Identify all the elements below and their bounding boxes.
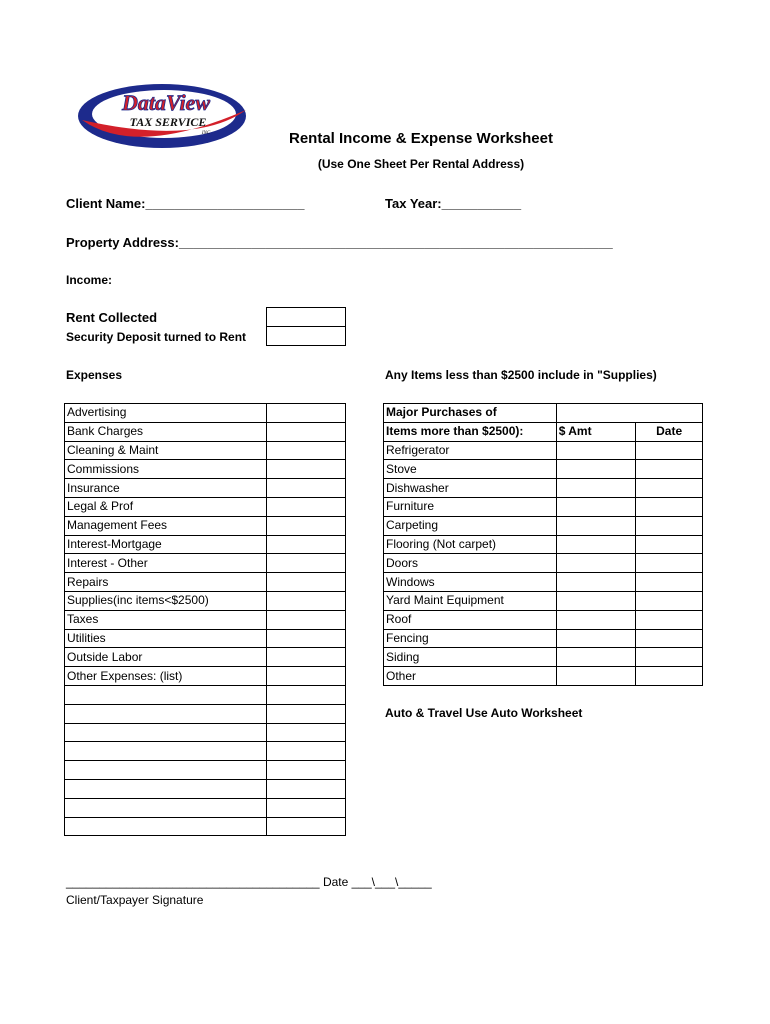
purchase-amount[interactable] <box>556 479 636 498</box>
auto-travel-note: Auto & Travel Use Auto Worksheet <box>385 706 583 720</box>
expenses-label: Expenses <box>66 368 123 382</box>
svg-text:TAX SERVICE: TAX SERVICE <box>129 115 207 129</box>
expense-label[interactable] <box>65 723 267 742</box>
purchase-row <box>384 460 703 479</box>
client-name-field[interactable]: Client Name:______________________ <box>66 196 305 211</box>
purchase-date[interactable] <box>636 460 703 479</box>
expense-row <box>65 460 346 479</box>
rent-collected-amount[interactable] <box>267 308 346 327</box>
purchases-header-row-2 <box>384 422 703 441</box>
purchase-item-label: Siding <box>384 648 557 667</box>
purchase-item-label: Windows <box>384 573 557 592</box>
expense-amount[interactable] <box>266 479 345 498</box>
svg-text:INC: INC <box>201 131 211 136</box>
purchase-item-label: Furniture <box>384 497 557 516</box>
purchase-amount[interactable] <box>556 648 636 667</box>
expenses-table <box>64 403 346 836</box>
expense-amount[interactable] <box>266 685 345 704</box>
expense-amount[interactable] <box>266 629 345 648</box>
purchase-amount[interactable] <box>556 591 636 610</box>
purchase-item-label: Flooring (Not carpet) <box>384 535 557 554</box>
purchase-item-label: Other <box>384 667 557 686</box>
expense-row <box>65 516 346 535</box>
page-subtitle: (Use One Sheet Per Rental Address) <box>317 157 525 171</box>
purchase-amount[interactable] <box>556 573 636 592</box>
purchases-header-1: Major Purchases of <box>384 404 557 423</box>
expense-row <box>65 798 346 817</box>
expense-label: Utilities <box>65 629 267 648</box>
expense-amount[interactable] <box>266 704 345 723</box>
expense-label: Supplies(inc items<$2500) <box>65 591 267 610</box>
expense-amount[interactable] <box>266 460 345 479</box>
expense-row <box>65 629 346 648</box>
purchase-item-label: Yard Maint Equipment <box>384 591 557 610</box>
expense-label[interactable] <box>65 761 267 780</box>
expense-row <box>65 573 346 592</box>
expense-amount[interactable] <box>266 779 345 798</box>
expense-label: Insurance <box>65 479 267 498</box>
expense-amount[interactable] <box>266 761 345 780</box>
purchases-header-2: Items more than $2500): <box>384 422 557 441</box>
expense-row <box>65 685 346 704</box>
expense-row <box>65 704 346 723</box>
purchase-date[interactable] <box>636 497 703 516</box>
major-purchases-table <box>383 403 703 686</box>
purchase-date[interactable] <box>636 441 703 460</box>
purchase-amount[interactable] <box>556 535 636 554</box>
signature-label: Client/Taxpayer Signature <box>66 893 204 907</box>
expense-row <box>65 422 346 441</box>
expense-label[interactable] <box>65 798 267 817</box>
expense-amount[interactable] <box>266 798 345 817</box>
security-deposit-amount[interactable] <box>267 326 346 345</box>
purchase-date[interactable] <box>636 667 703 686</box>
expense-label: Taxes <box>65 610 267 629</box>
expense-amount[interactable] <box>266 817 345 836</box>
expense-row <box>65 479 346 498</box>
purchase-row <box>384 610 703 629</box>
expense-row <box>65 591 346 610</box>
purchase-date[interactable] <box>636 591 703 610</box>
purchase-amount[interactable] <box>556 554 636 573</box>
expense-row <box>65 667 346 686</box>
purchase-date[interactable] <box>636 573 703 592</box>
amount-column-header: $ Amt <box>556 422 636 441</box>
expense-amount[interactable] <box>266 516 345 535</box>
supplies-note: Any Items less than $2500 include in "Supplies) <box>385 368 657 382</box>
purchase-date[interactable] <box>636 554 703 573</box>
purchase-row <box>384 554 703 573</box>
purchase-row <box>384 441 703 460</box>
expense-label: Bank Charges <box>65 422 267 441</box>
property-address-field[interactable]: Property Address:____________________________________________________________ <box>66 235 613 250</box>
expense-amount[interactable] <box>266 441 345 460</box>
expense-label: Legal & Prof <box>65 497 267 516</box>
purchase-amount[interactable] <box>556 667 636 686</box>
purchase-row <box>384 497 703 516</box>
expense-label[interactable] <box>65 685 267 704</box>
tax-year-field[interactable]: Tax Year:___________ <box>385 196 522 211</box>
expense-row <box>65 817 346 836</box>
purchase-row <box>384 573 703 592</box>
expense-amount[interactable] <box>266 497 345 516</box>
purchases-header-row-1 <box>384 404 703 423</box>
purchase-row <box>384 667 703 686</box>
purchase-date[interactable] <box>636 535 703 554</box>
purchase-row <box>384 479 703 498</box>
purchase-date[interactable] <box>636 610 703 629</box>
expense-label[interactable] <box>65 742 267 761</box>
purchase-item-label: Dishwasher <box>384 479 557 498</box>
purchase-date[interactable] <box>636 479 703 498</box>
signature-line[interactable]: ______________________________________ Date ___\___\_____ <box>66 875 432 889</box>
expense-label: Outside Labor <box>65 648 267 667</box>
expense-label: Interest-Mortgage <box>65 535 267 554</box>
expense-row <box>65 441 346 460</box>
expense-amount[interactable] <box>266 723 345 742</box>
expense-label: Interest - Other <box>65 554 267 573</box>
purchase-amount[interactable] <box>556 610 636 629</box>
expense-label: Other Expenses: (list) <box>65 667 267 686</box>
purchase-item-label: Stove <box>384 460 557 479</box>
income-label: Income: <box>66 273 113 287</box>
income-amount-boxes <box>266 307 346 346</box>
purchase-amount[interactable] <box>556 629 636 648</box>
expense-label: Repairs <box>65 573 267 592</box>
rent-collected-label: Rent Collected <box>66 310 158 325</box>
expense-row <box>65 742 346 761</box>
expense-row <box>65 404 346 423</box>
purchase-row <box>384 591 703 610</box>
expense-label: Advertising <box>65 404 267 423</box>
expense-row <box>65 535 346 554</box>
svg-text:DataView: DataView <box>121 90 211 115</box>
purchase-date[interactable] <box>636 629 703 648</box>
expense-row <box>65 761 346 780</box>
purchase-amount[interactable] <box>556 441 636 460</box>
expense-amount[interactable] <box>266 742 345 761</box>
expense-amount[interactable] <box>266 591 345 610</box>
security-deposit-label: Security Deposit turned to Rent <box>66 330 247 344</box>
expense-label[interactable] <box>65 779 267 798</box>
purchase-item-label: Doors <box>384 554 557 573</box>
expense-amount[interactable] <box>266 648 345 667</box>
purchase-row <box>384 535 703 554</box>
expense-amount[interactable] <box>266 535 345 554</box>
expense-amount[interactable] <box>266 573 345 592</box>
purchase-amount[interactable] <box>556 516 636 535</box>
expense-amount[interactable] <box>266 610 345 629</box>
expense-label: Management Fees <box>65 516 267 535</box>
purchase-row <box>384 629 703 648</box>
purchase-item-label: Refrigerator <box>384 441 557 460</box>
expense-row <box>65 779 346 798</box>
expense-row <box>65 554 346 573</box>
purchase-row <box>384 516 703 535</box>
expense-row <box>65 497 346 516</box>
purchase-amount[interactable] <box>556 460 636 479</box>
purchase-date[interactable] <box>636 516 703 535</box>
date-column-header: Date <box>636 422 703 441</box>
expense-label: Cleaning & Maint <box>65 441 267 460</box>
expense-label[interactable] <box>65 704 267 723</box>
expense-amount[interactable] <box>266 667 345 686</box>
expense-amount[interactable] <box>266 422 345 441</box>
expense-amount[interactable] <box>266 554 345 573</box>
purchase-item-label: Roof <box>384 610 557 629</box>
expense-amount[interactable] <box>266 404 345 423</box>
expense-row <box>65 723 346 742</box>
purchase-amount[interactable] <box>556 497 636 516</box>
page-title: Rental Income & Expense Worksheet <box>289 130 553 147</box>
expense-row <box>65 610 346 629</box>
purchase-item-label: Carpeting <box>384 516 557 535</box>
expense-row <box>65 648 346 667</box>
expense-label[interactable] <box>65 817 267 836</box>
purchase-item-label: Fencing <box>384 629 557 648</box>
expense-label: Commissions <box>65 460 267 479</box>
purchase-row <box>384 648 703 667</box>
purchase-date[interactable] <box>636 648 703 667</box>
